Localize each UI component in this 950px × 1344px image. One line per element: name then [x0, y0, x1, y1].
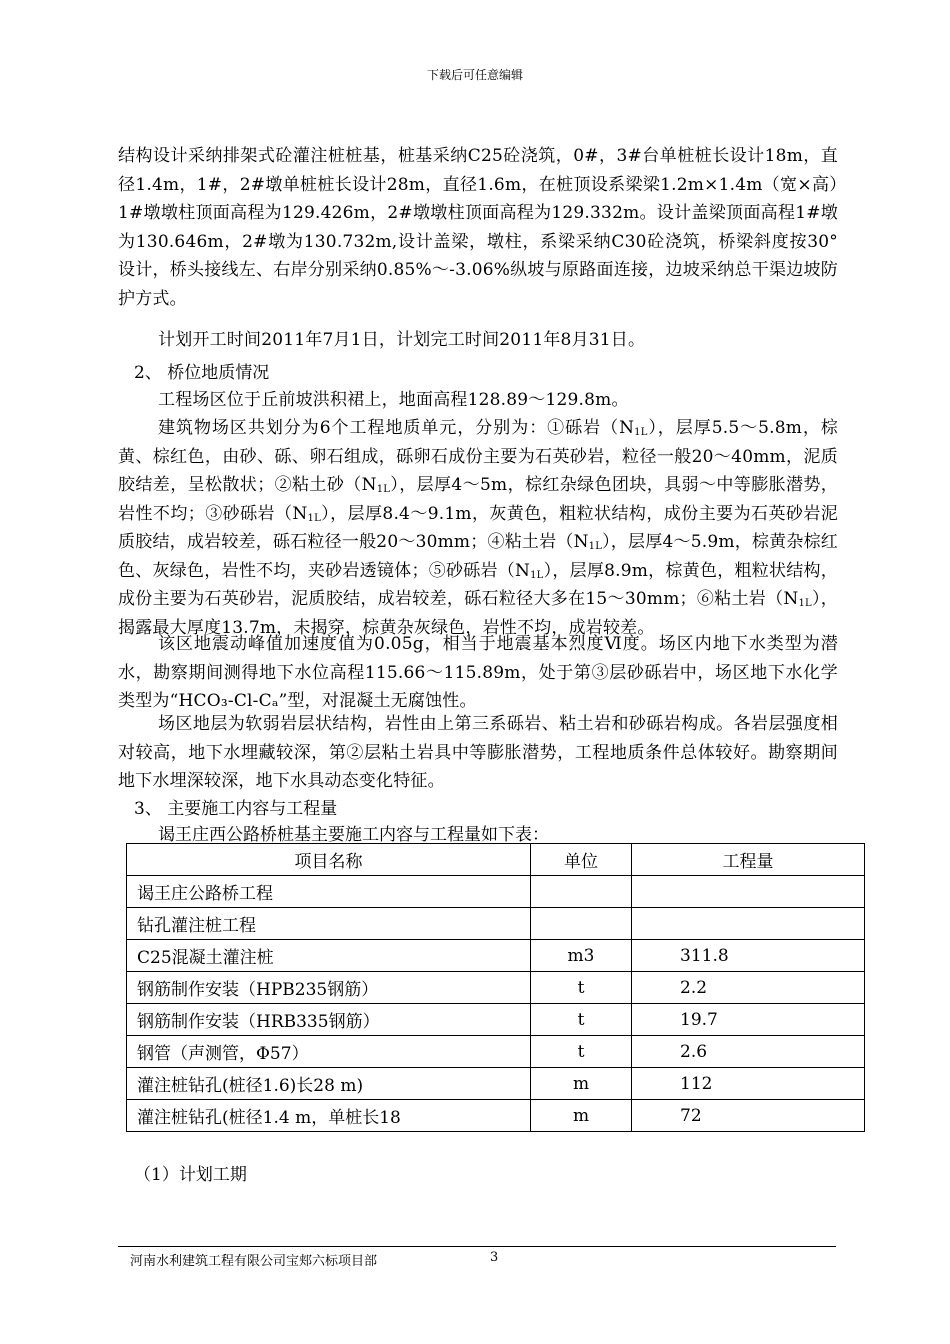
cell-qty: 19.7 — [632, 1004, 865, 1036]
table-row — [127, 972, 865, 1004]
cell-unit — [531, 908, 632, 940]
cell-name: 钢筋制作安装（HPB235钢筋） — [127, 972, 531, 1004]
cell-qty — [632, 908, 865, 940]
table-row — [127, 940, 865, 972]
page-header: 下载后可任意编辑 — [426, 68, 523, 82]
table-header-row — [127, 844, 865, 876]
page-number: 3 — [490, 1250, 499, 1265]
paragraph-schedule: 计划开工时间2011年7月1日，计划完工时间2011年8月31日。 — [158, 330, 646, 350]
paragraph-seismic: 该区地震动峰值加速度值为0.05g，相当于地震基本烈度Ⅵ度。场区内地下水类型为潜水，勘察期间测得地下水位高程115.66～115.89m，处于第③层砂砾岩中，场区地下水化学类型为“HCO₃-Cl-Cₐ”型，对混凝土无腐蚀性。 — [118, 634, 838, 711]
cell-unit: m3 — [531, 940, 632, 972]
table-row — [127, 1004, 865, 1036]
col-header-unit: 单位 — [531, 844, 632, 876]
cell-unit: t — [531, 1036, 632, 1068]
footer-company: 河南水利建筑工程有限公司宝郏六标项目部 — [130, 1254, 378, 1269]
col-header-qty: 工程量 — [632, 844, 865, 876]
cell-qty: 72 — [632, 1100, 865, 1132]
cell-unit: t — [531, 1004, 632, 1036]
cell-qty: 2.2 — [632, 972, 865, 1004]
cell-name: 钢管（声测管，Φ57） — [127, 1036, 531, 1068]
table-row — [127, 876, 865, 908]
section-heading-geology: 2、 桥位地质情况 — [134, 363, 270, 383]
subsection-heading-schedule: （1）计划工期 — [134, 1165, 247, 1185]
cell-name: 钢筋制作安装（HRB335钢筋） — [127, 1004, 531, 1036]
cell-name: 灌注桩钻孔(桩径1.4 m，单桩长18 — [127, 1100, 531, 1132]
cell-unit — [531, 876, 632, 908]
paragraph-strata: 场区地层为软弱岩层状结构，岩性由上第三系砾岩、粘土岩和砂砾岩构成。各岩层强度相对较高，地下水埋藏较深，第②层粘土岩具中等膨胀潜势，工程地质条件总体较好。勘察期间地下水埋深较深，地下水具动态变化特征。 — [118, 714, 838, 791]
cell-qty: 112 — [632, 1068, 865, 1100]
table-row — [127, 1100, 865, 1132]
cell-qty: 311.8 — [632, 940, 865, 972]
cell-qty: 2.6 — [632, 1036, 865, 1068]
paragraph-site: 工程场区位于丘前坡洪积裙上，地面高程128.89～129.8m。 — [158, 390, 629, 410]
cell-name: C25混凝土灌注桩 — [127, 940, 531, 972]
section-heading-works: 3、 主要施工内容与工程量 — [134, 799, 338, 819]
table-row — [127, 908, 865, 940]
table-caption: 谒王庄西公路桥桩基主要施工内容与工程量如下表： — [158, 825, 549, 845]
cell-qty — [632, 876, 865, 908]
cell-name: 钻孔灌注桩工程 — [127, 908, 531, 940]
paragraph-structure: 结构设计采纳排架式砼灌注桩桩基，桩基采纳C25砼浇筑，0#，3#台单桩桩长设计18m，直径1.4m，1#，2#墩单桩桩长设计28m，直径1.6m，在桩顶设系梁梁1.2m×1.4m（宽×高）1#墩墩柱顶面高程为129.426m，2#墩墩柱顶面高程为129.332m。设计盖梁顶面高程1#墩为130.646m，2#墩为130.732m,设计盖梁，墩柱，系梁采纳C30砼浇筑，桥梁斜度按30°设计，桥头接线左、右岸分别采纳0.85%～-3.06%纵坡与原路面连接，边坡采纳总干渠边坡防护方式。 — [118, 146, 838, 309]
table-row — [127, 1036, 865, 1068]
col-header-name: 项目名称 — [127, 844, 531, 876]
cell-name: 谒王庄公路桥工程 — [127, 876, 531, 908]
paragraph-geology-units: 建筑物场区共划分为6个工程地质单元，分别为：①砾岩$(N_{1L})$，层厚5.5～5.8m，棕黄、棕红色，由砂、砾、卵石组成，砾卵石成份主要为石英砂岩，粒径一般20～40mm，泥质胶结差，呈松散状；②粘土砂$(N_{1L})$，层厚4～5m，棕红杂绿色团块，具弱～中等膨胀潜势，岩性不均；③砂砾岩$(N_{1L})$，层厚8.4～9.1m，灰黄色，粗粒状结构，成份主要为石英砂岩泥质胶结，成岩较差，砾石粒径一般20～30mm；④粘土岩$(N_{1L})$，层厚4～5.9m，棕黄杂棕红色、灰绿色，岩性不均，夹砂岩透镜体；⑤砂砾岩$(N_{1L})$，层厚8.9m，棕黄色，粗粒状结构，成份主要为石英砂岩，泥质胶结，成岩较差，砾石粒径大多在15～30mm；⑥粘土岩$(N_{1L})$，揭露最大厚度13.7m，未揭穿，棕黄杂灰绿色，岩性不均，成岩较差。 — [118, 418, 839, 638]
table-row — [127, 1068, 865, 1100]
cell-unit: m — [531, 1100, 632, 1132]
quantities-table — [126, 843, 865, 1132]
cell-name: 灌注桩钻孔(桩径1.6)长28 m) — [127, 1068, 531, 1100]
footer-divider — [118, 1246, 836, 1247]
cell-unit: m — [531, 1068, 632, 1100]
cell-unit: t — [531, 972, 632, 1004]
